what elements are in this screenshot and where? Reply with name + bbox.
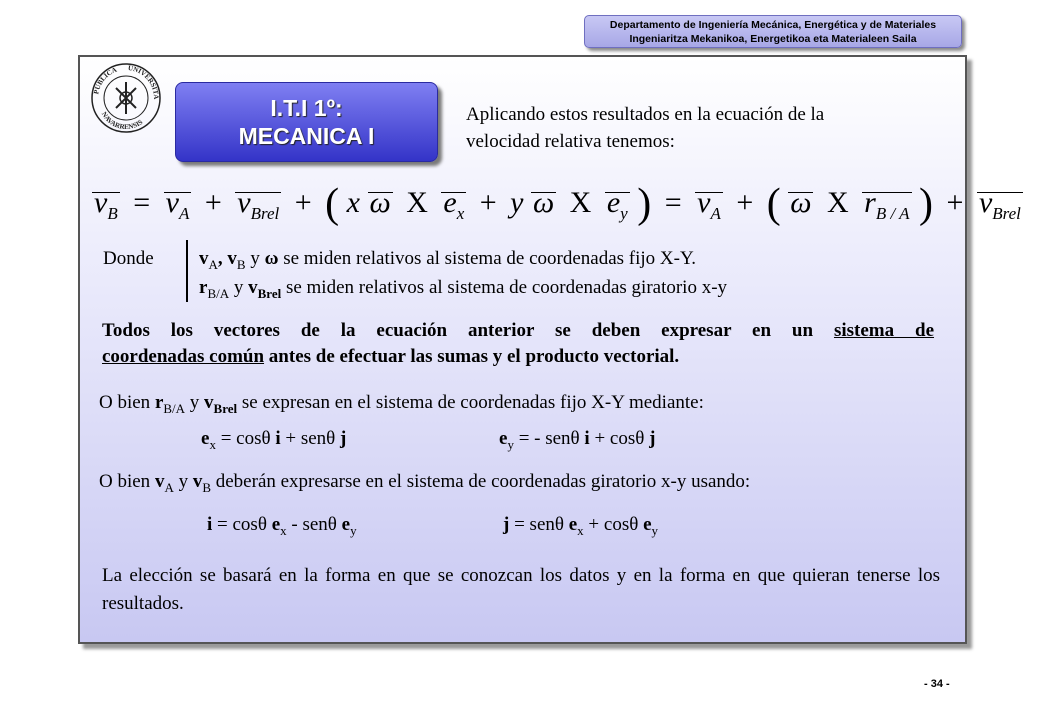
course-title-line2: MECANICA I <box>238 123 375 149</box>
svg-text:NAVARRENSIS <box>100 111 145 132</box>
eq-omega-1: ω <box>369 186 391 219</box>
course-title-badge <box>175 82 438 162</box>
eq-paren-open-2: ( <box>766 181 781 227</box>
intro-text <box>466 101 824 155</box>
eq-equals-2: = <box>664 186 682 219</box>
intro-line1: Aplicando estos resultados en la ecuación de la <box>466 104 825 125</box>
donde-label: Donde <box>103 248 154 269</box>
eq-cross-2: X <box>569 186 592 219</box>
eq-x: x <box>346 186 360 219</box>
eq-vB: $v_B$ <box>94 186 118 223</box>
eq-cross-1: X <box>406 186 428 219</box>
department-banner <box>584 15 962 48</box>
donde-divider <box>186 240 188 302</box>
eq-equals: = <box>133 186 151 219</box>
j-definition: j = senθ $e_x + \cos\theta$ $e_y$ <box>503 514 659 538</box>
seal-text-top: UNIVERSITA <box>127 64 161 100</box>
eq-plus-4: + <box>736 186 754 219</box>
common-system-statement <box>102 318 934 370</box>
eq-ey: $e_y$ <box>606 186 628 223</box>
university-seal-icon <box>90 62 162 134</box>
eq-vBrel-2: $v_{Brel}$ <box>978 186 1021 223</box>
donde-line2: $r_{B/A}$ y $v_{Brel}$ se miden relativos al sistema de coordenadas giratorio x-y <box>199 277 728 301</box>
ex-definition: $e_x = \cos\theta$ i + senθ j <box>201 428 347 452</box>
closing-paragraph: La elección se basará en la forma en que se conozcan los datos y en la forma en que quieran tenerse los resultados. <box>102 565 940 614</box>
eq-omega-3: ω <box>790 186 812 219</box>
department-name-eu: Ingeniaritza Mekanikoa, Energetikoa eta Materialeen Saila <box>629 33 917 45</box>
donde-line1: $v_A$, $v_B$ y ω se miden relativos al sistema de coordenadas fijo X-Y. <box>199 248 696 272</box>
seal-text-bottom: NAVARRENSIS <box>99 110 145 132</box>
velocity-equation <box>92 180 1023 230</box>
statement-line1: Todos los vectores de la ecuación anterior se deben expresar en un sistema de <box>102 320 935 341</box>
eq-vA: $v_A$ <box>165 186 190 223</box>
ey-definition: $e_y$ = - senθ i + cosθ j <box>499 428 656 452</box>
course-title-line1: I.T.I 1º: <box>270 95 343 121</box>
eq-vA-2: $v_A$ <box>697 186 721 223</box>
department-name-es: Departamento de Ingeniería Mecánica, Energética y de Materiales <box>609 19 937 31</box>
eq-paren-close: ) <box>637 181 652 227</box>
eq-paren-close-2: ) <box>919 181 934 227</box>
eq-cross-3: X <box>826 186 849 219</box>
option1-text: O bien $r_{B/A}$ y $v_{Brel}$ se expresan en el sistema de coordenadas fijo X-Y mediante: <box>99 392 704 416</box>
intro-line2: velocidad relativa tenemos: <box>466 131 675 152</box>
i-definition: i = cosθ $e_x$ - senθ $e_y$ <box>207 514 357 538</box>
eq-y: y <box>510 186 524 219</box>
eq-plus-3: + <box>479 186 497 219</box>
eq-omega-2: ω <box>532 186 555 219</box>
eq-plus-5: + <box>946 186 964 219</box>
eq-rBA: $r_{B / A}$ <box>864 186 910 223</box>
eq-plus-1: + <box>204 186 222 219</box>
page-number: - 34 - <box>924 678 950 690</box>
eq-vBrel: $v_{Brel}$ <box>237 186 280 223</box>
eq-ex: $e_x$ <box>443 186 465 223</box>
eq-plus-2: + <box>294 186 312 219</box>
statement-line2: coordenadas común antes de efectuar las sumas y el producto vectorial. <box>102 346 680 367</box>
seal-text-left: PUBLICA <box>92 65 119 95</box>
option2-text: O bien $v_A$ y $v_B$ deberán expresarse en el sistema de coordenadas giratorio x-y usando: <box>99 471 751 495</box>
eq-paren-open: ( <box>325 181 340 227</box>
